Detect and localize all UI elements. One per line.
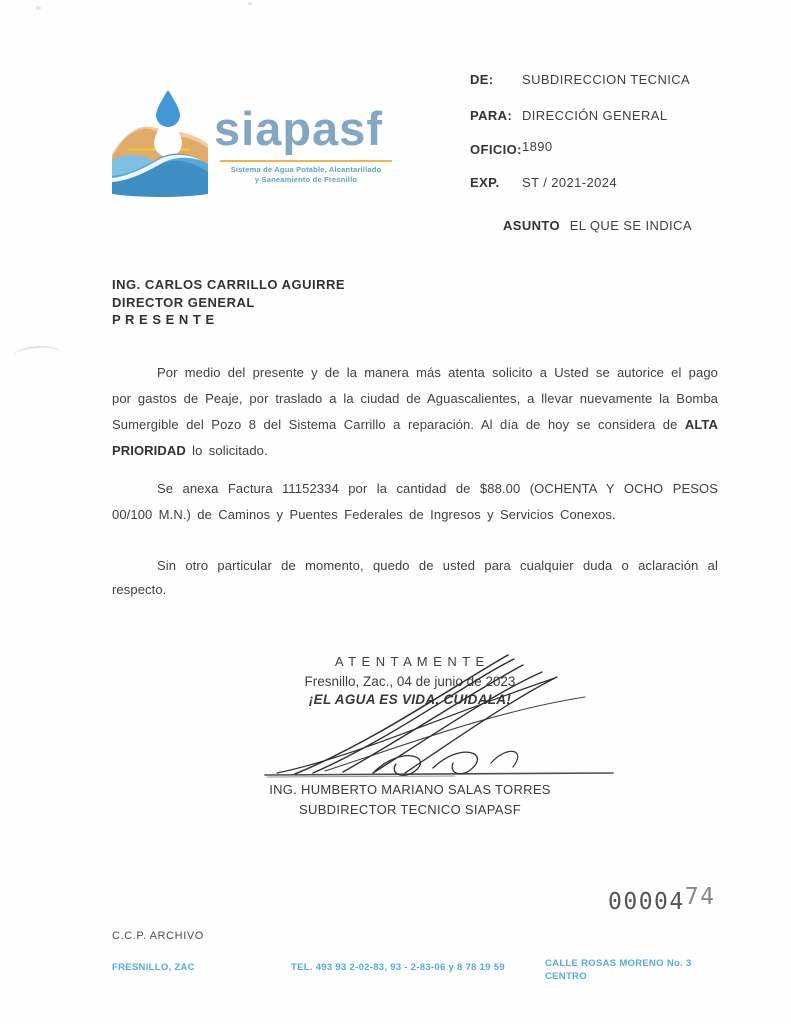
signer-name: ING. HUMBERTO MARIANO SALAS TORRES	[269, 782, 551, 797]
alta-prioridad-emphasis: ALTA PRIORIDAD	[112, 417, 718, 458]
field-oficio-label: OFICIO:	[470, 142, 522, 157]
place-date-line: Fresnillo, Zac., 04 de junio de 2023	[304, 674, 516, 689]
field-oficio-value: 1890	[522, 139, 553, 154]
recipient-block	[112, 276, 345, 329]
recipient-salutation: P R E S E N T E	[112, 312, 215, 327]
brand-underline	[220, 160, 392, 162]
pencil-arc-artifact	[13, 344, 60, 363]
signer-title: SUBDIRECTOR TECNICO SIAPASF	[299, 802, 521, 817]
closing-block	[230, 654, 590, 707]
folio-stamp	[608, 884, 716, 915]
paragraph-request	[112, 360, 718, 464]
field-asunto-value: EL QUE SE INDICA	[569, 218, 692, 233]
field-para-label: PARA:	[470, 108, 513, 123]
field-de-label: DE:	[470, 72, 494, 87]
footer-address	[545, 957, 692, 983]
field-asunto-label: ASUNTO	[503, 218, 561, 233]
recipient-title: DIRECTOR GENERAL	[112, 294, 255, 310]
tagline-line1: Sistema de Agua Potable, Alcantarillado	[230, 165, 382, 174]
water-landscape-logo-icon	[110, 82, 210, 197]
paragraph-request-tail: lo solicitado.	[185, 443, 268, 458]
paragraph-invoice: Se anexa Factura 11152334 por la cantidad de $88.00 (OCHENTA Y OCHO PESOS 00/100 M.N.) de Caminos y Puentes Federales de Ingresos y Servicios Conexos.	[112, 481, 718, 522]
footer-address-line1: CALLE ROSAS MORENO No. 3	[545, 958, 692, 969]
scan-speck	[248, 2, 252, 5]
field-para-value: DIRECCIÓN GENERAL	[522, 108, 668, 123]
atentamente-line: A T E N T A M E N T E	[334, 654, 486, 669]
field-asunto	[503, 218, 692, 233]
brand-wordmark: siapasf	[214, 102, 383, 155]
field-de	[470, 72, 691, 87]
paragraph-request-text: Por medio del presente y de la manera más atenta solicito a Usted se autorice el pago por gastos de Peaje, por traslado a la ciudad de Aguascalientes, a llevar nuevamente la Bomba Sumergible del Pozo 8 del Sistema Carrillo a reparación. Al día de hoy se considera de	[112, 365, 718, 432]
brand-tagline	[206, 165, 406, 185]
footer-address-line2: CENTRO	[545, 971, 587, 982]
field-para	[470, 108, 668, 123]
tagline-line2: y Saneamiento de Fresnillo	[254, 175, 358, 184]
recipient-name: ING. CARLOS CARRILLO AGUIRRE	[112, 277, 346, 292]
signer-block	[230, 780, 590, 820]
ccp-line: C.C.P. ARCHIVO	[112, 930, 204, 942]
field-de-value: SUBDIRECCION TECNICA	[522, 72, 691, 87]
paragraph-closing: Sin otro particular de momento, quedo de usted para cualquier duda o aclaración al respecto.	[112, 558, 718, 597]
field-oficio	[470, 139, 553, 157]
scan-speck	[36, 6, 41, 10]
siapasf-logo	[110, 82, 400, 197]
folio-tail: 74	[684, 884, 716, 910]
field-exp	[470, 175, 617, 190]
slogan-line: ¡EL AGUA ES VIDA, CUIDALA!	[308, 692, 512, 707]
footer-telephone: TEL. 493 93 2-02-83, 93 - 2-83-06 y 8 78 19 59	[291, 962, 505, 973]
field-exp-value: ST / 2021-2024	[522, 175, 617, 190]
folio-main: 00004	[608, 889, 685, 915]
field-exp-label: EXP.	[470, 175, 500, 190]
footer-city: FRESNILLO, ZAC	[112, 962, 195, 973]
